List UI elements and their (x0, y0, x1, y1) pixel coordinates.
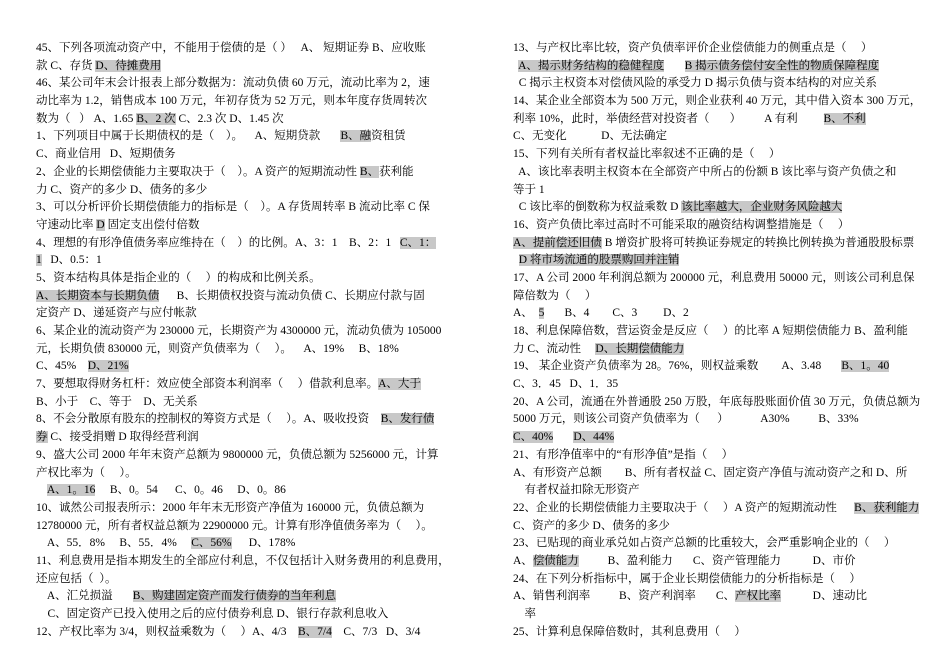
text-line (513, 235, 937, 253)
text-line (36, 111, 504, 129)
text-line (36, 429, 504, 447)
text-line (36, 58, 504, 76)
highlighted-answer: C、1： (399, 236, 437, 249)
text-line (36, 518, 504, 536)
highlighted-answer: B、融 (340, 130, 372, 143)
text-line (36, 588, 504, 606)
text-line (36, 128, 504, 146)
text-line (513, 164, 937, 182)
text-segment: B、0。54 C、0。46 D、0。86 (95, 484, 286, 497)
highlighted-answer: A、大于 (378, 378, 421, 391)
text-line (36, 182, 504, 200)
text-line (513, 252, 937, 270)
text-segment: 力 C、资产的多少 D、债务的多少 (36, 183, 208, 196)
highlighted-answer: D (96, 218, 105, 231)
text-line (513, 199, 937, 217)
text-segment: 20、A 公司，流通在外普通股 250 万股，年底每股账面价值 30 万元，负债总额为 (513, 395, 921, 408)
highlighted-answer: D、21% (87, 360, 129, 373)
text-segment: C、3．45 D、1．35 (513, 378, 619, 391)
text-segment: A、 (513, 307, 539, 320)
text-segment: 力 C、流动性 (513, 342, 596, 355)
text-segment: 12、产权比率为 3/4，则权益乘数为（ ）A、4/3 (36, 625, 298, 638)
text-segment: 利率 10%，此时，举债经营对投资者（ ） A 有利 (513, 112, 824, 125)
text-segment: 获利能 (379, 165, 414, 178)
text-line (513, 482, 937, 500)
text-line (36, 270, 504, 288)
text-line (36, 252, 504, 270)
text-segment: 5000 万元，则该公司资产负债率为（ ） A30% B、33% (513, 413, 859, 426)
text-segment (664, 60, 684, 72)
text-segment (36, 484, 47, 496)
text-segment: 2、企业的长期偿债能力主要取决于（ ）。A 资产的短期流动性 (36, 165, 360, 178)
text-line (513, 500, 937, 518)
text-segment: C、商业信用 D、短期债务 (36, 148, 176, 161)
text-line (513, 518, 937, 536)
text-line (513, 588, 937, 606)
text-segment: 46、某公司年末会计报表上部分数据为：流动负债 60 万元，流动比率为 2，速 (36, 77, 430, 90)
highlighted-answer: B、不利 (823, 112, 866, 125)
text-segment: 还应包括（ ）。 (36, 572, 117, 585)
text-line (513, 75, 937, 93)
text-segment: 1、下列项目中属于长期债权的是（ ）。 A、短期贷款 (36, 130, 341, 143)
text-segment: 13、与产权比率比较，资产负债率评价企业偿债能力的侧重点是（ ） (513, 42, 873, 54)
text-segment: 12780000 元，所有者权益总额为 22900000 元。计算有形净值债务率为（ ）。 (36, 519, 433, 532)
text-segment: 产权比率为（ ）。 (36, 466, 137, 479)
text-segment: A、销售利润率 B、资产利润率 C、 (513, 590, 736, 603)
text-segment: 障倍数为（ ） (513, 289, 597, 302)
text-line (513, 341, 937, 359)
text-segment: 数为（ ） A、1.65 (36, 112, 137, 125)
highlighted-answer: 偿债能力 (532, 554, 579, 567)
highlighted-answer: A、揭示财务结构的稳健程度 (518, 59, 665, 72)
text-line (513, 305, 937, 323)
text-segment: 11、利息费用是指本期发生的全部应付利息，不仅包括计入财务费用的利息费用， (36, 554, 450, 567)
text-segment: B 增资扩股将可转换证券规定的转换比例转换为普通股股标票 (601, 236, 915, 249)
text-segment: 元，长期负债 830000 元，则资产负债率为（ ）。 A、19% B、18% (36, 342, 399, 355)
text-line (36, 217, 504, 235)
highlighted-answer: B、1。40 (841, 360, 890, 373)
text-segment: 16、资产负债比率过高时不可能采取的融资结构调整措施是（ ） (513, 218, 850, 231)
text-segment: B、4 C、3 D、2 (544, 307, 689, 320)
text-segment: D、0.5：1 (41, 254, 102, 267)
text-line (36, 571, 504, 589)
highlighted-answer: B、购建固定资产而发行债券的当年利息 (132, 590, 336, 603)
text-line (513, 323, 937, 341)
text-segment: 款 C、存货 (36, 59, 96, 72)
text-segment: C、45% (36, 360, 88, 373)
text-segment: 固定支出偿付倍数 (104, 218, 200, 231)
text-segment: 动比率为 1.2，销售成本 100 万元，年初存货为 52 万元，则本年度存货周转次 (36, 95, 427, 108)
text-line (36, 40, 504, 58)
text-line (513, 93, 937, 111)
text-segment: C 揭示主权资本对偿债风险的承受力 D 揭示负债与资本结构的对应关系 (513, 77, 877, 90)
text-segment: B、长期债权投资与流动负债 C、长期应付款与固 (159, 289, 425, 302)
text-segment: A、55．8% B、55．4% (36, 537, 192, 550)
text-line (36, 146, 504, 164)
text-line (36, 411, 504, 429)
text-line (36, 606, 504, 624)
text-line (36, 75, 504, 93)
text-segment: 有者权益扣除无形资产 (513, 484, 640, 497)
text-line (36, 358, 504, 376)
text-segment: 定资产 D、递延资产与应付帐款 (36, 307, 197, 320)
highlighted-answer: D、待摊费用 (95, 59, 162, 72)
text-segment: 15、下列有关所有者权益比率叙述不正确的是（ ） (513, 148, 781, 161)
text-line (513, 58, 937, 76)
text-segment: 14、某企业全部资本为 500 万元，则企业获利 40 万元，其中借入资本 300 万元， (513, 95, 922, 108)
text-segment: 8、不会分散原有股东的控制权的筹资方式是（ ）。A、吸收投资 (36, 413, 381, 426)
text-segment: C、7/3 D、3/4 (331, 625, 421, 638)
text-segment: 5、资本结构具体是指企业的（ ）的构成和比例关系。 (36, 271, 321, 284)
text-segment: 25、计算利息保障倍数时，其利息费用（ ） (513, 625, 746, 638)
highlighted-answer: A、1。16 (46, 484, 96, 497)
text-segment: C、接受捐赠 D 取得经营利润 (47, 431, 199, 444)
text-segment: 资租赁 (371, 130, 406, 143)
text-line (36, 341, 504, 359)
highlighted-answer: 该比率越大，企业财务风险越大 (681, 201, 843, 214)
text-line (513, 146, 937, 164)
text-line (36, 447, 504, 465)
highlighted-answer: 5 (538, 307, 545, 320)
text-segment: 10、诚然公司报表所示：2000 年年末无形资产净值为 160000 元，负债总额为 (36, 501, 425, 514)
text-segment: 17、A 公司 2000 年利润总额为 200000 元，利息费用 50000 元，则该公司利息保 (513, 271, 915, 284)
highlighted-answer: B 揭示债务偿付安全性的物质保障程度 (684, 59, 880, 72)
text-segment: A、汇兑损溢 (36, 590, 133, 603)
text-segment: 等于 1 (513, 183, 545, 196)
text-segment: 3、可以分析评价长期偿债能力的指标是（ ）。A 存货周转率 B 流动比率 C 保 (36, 201, 430, 214)
text-segment: C、2.3 次 D、1.45 次 (175, 112, 284, 125)
text-segment: A、有形资产总额 B、所有者权益 C、固定资产净值与流动资产之和 D、所 (513, 466, 908, 479)
text-segment: 21、有形净值率中的“有形净值”是指（ ） (513, 448, 734, 461)
highlighted-answer: B、7/4 (297, 625, 332, 638)
text-line (36, 465, 504, 483)
text-line (513, 553, 937, 571)
highlighted-answer: A、提前偿还旧债 (513, 236, 602, 249)
text-line (513, 465, 937, 483)
text-segment: 6、某企业的流动资产为 230000 元，长期资产为 4300000 元，流动负债为 105000 (36, 325, 442, 337)
text-line (36, 624, 504, 642)
text-line (36, 199, 504, 217)
text-segment (553, 431, 573, 443)
text-segment: 22、企业的长期偿债能力主要取决于（ ）A 资产的短期流动性 (513, 501, 855, 514)
text-line (36, 500, 504, 518)
highlighted-answer: D、44% (573, 431, 615, 444)
highlighted-answer: 产权比率 (735, 590, 782, 603)
text-segment: 守速动比率 (36, 218, 97, 231)
text-line (36, 482, 504, 500)
right-column (513, 40, 937, 641)
text-line (36, 288, 504, 306)
text-segment: 19、 某企业资产负债率为 28。76%，则权益乘数 A、3.48 (513, 360, 842, 373)
text-segment: 18、利息保障倍数，营运资金是反应（ ）的比率 A 短期偿债能力 B、盈利能 (513, 325, 908, 337)
text-segment: D、速动比 (781, 590, 867, 603)
text-line (36, 93, 504, 111)
text-line (513, 288, 937, 306)
text-line (36, 164, 504, 182)
text-segment: C 该比率的倒数称为权益乘数 D (513, 201, 682, 214)
text-segment: 率 (513, 608, 536, 620)
text-line (513, 571, 937, 589)
text-line (513, 111, 937, 129)
text-line (513, 182, 937, 200)
highlighted-answer: C、56% (191, 537, 232, 550)
text-segment: 4、理想的有形净值债务率应维持在（ ）的比例。A、3：1 B、2：1 (36, 236, 400, 249)
text-segment: B、盈利能力 C、资产管理能力 D、市价 (578, 554, 856, 567)
text-line (36, 235, 504, 253)
highlighted-answer: B、发行债 (380, 413, 435, 426)
highlighted-answer: B、 (359, 165, 380, 178)
text-line (36, 394, 504, 412)
text-line (513, 270, 937, 288)
highlighted-answer: D、长期偿债能力 (595, 342, 685, 355)
text-line (513, 358, 937, 376)
text-segment (513, 254, 519, 266)
text-line (36, 323, 504, 341)
text-line (513, 535, 937, 553)
highlighted-answer: 券 (36, 431, 48, 444)
text-segment: 45、下列各项流动资产中，不能用于偿债的是（ ） A、 短期证券 B、应收账 (36, 42, 426, 54)
text-segment: C、固定资产已投入使用之后的应付债券利息 D、银行存款利息收入 (36, 608, 389, 620)
text-segment: D、178% (231, 537, 296, 550)
text-line (513, 376, 937, 394)
text-line (36, 535, 504, 553)
text-segment: 23、已贴现的商业承兑如占资产总额的比重较大，会严重影响企业的（ ） (513, 537, 896, 550)
text-segment: 24、在下列分析指标中，属于企业长期偿债能力的分析指标是（ ） (513, 572, 861, 585)
highlighted-answer: 1 (36, 254, 42, 267)
text-line (36, 305, 504, 323)
highlighted-answer: B、2 次 (136, 112, 176, 125)
text-line (513, 606, 937, 624)
text-segment: A、该比率表明主权资本在全部资产中所占的份额 B 该比率与资产负债之和 (513, 165, 897, 178)
text-line (513, 128, 937, 146)
highlighted-answer: B、获利能力 (854, 501, 920, 514)
text-line (36, 553, 504, 571)
text-line (513, 624, 937, 642)
text-line (36, 376, 504, 394)
text-segment: 9、盛大公司 2000 年年末资产总额为 9800000 元，负债总额为 5256000 元，计算 (36, 448, 439, 461)
highlighted-answer: A、长期资本与长期负债 (36, 289, 160, 302)
left-column (36, 40, 504, 641)
text-segment: A、 (513, 554, 533, 567)
text-segment: 7、要想取得财务杠杆：效应使全部资本利润率（ ）借款利息率。 (36, 378, 379, 391)
text-line (513, 429, 937, 447)
text-line (513, 394, 937, 412)
text-line (513, 217, 937, 235)
text-segment: C、无变化 D、无法确定 (513, 130, 667, 143)
text-segment: C、资产的多少 D、债务的多少 (513, 519, 670, 532)
text-line (513, 447, 937, 465)
text-line (513, 411, 937, 429)
text-segment: B、小于 C、等于 D、无关系 (36, 395, 198, 408)
highlighted-answer: C、40% (513, 431, 554, 444)
highlighted-answer: D 将市场流通的股票购回并注销 (518, 254, 680, 267)
text-line (513, 40, 937, 58)
